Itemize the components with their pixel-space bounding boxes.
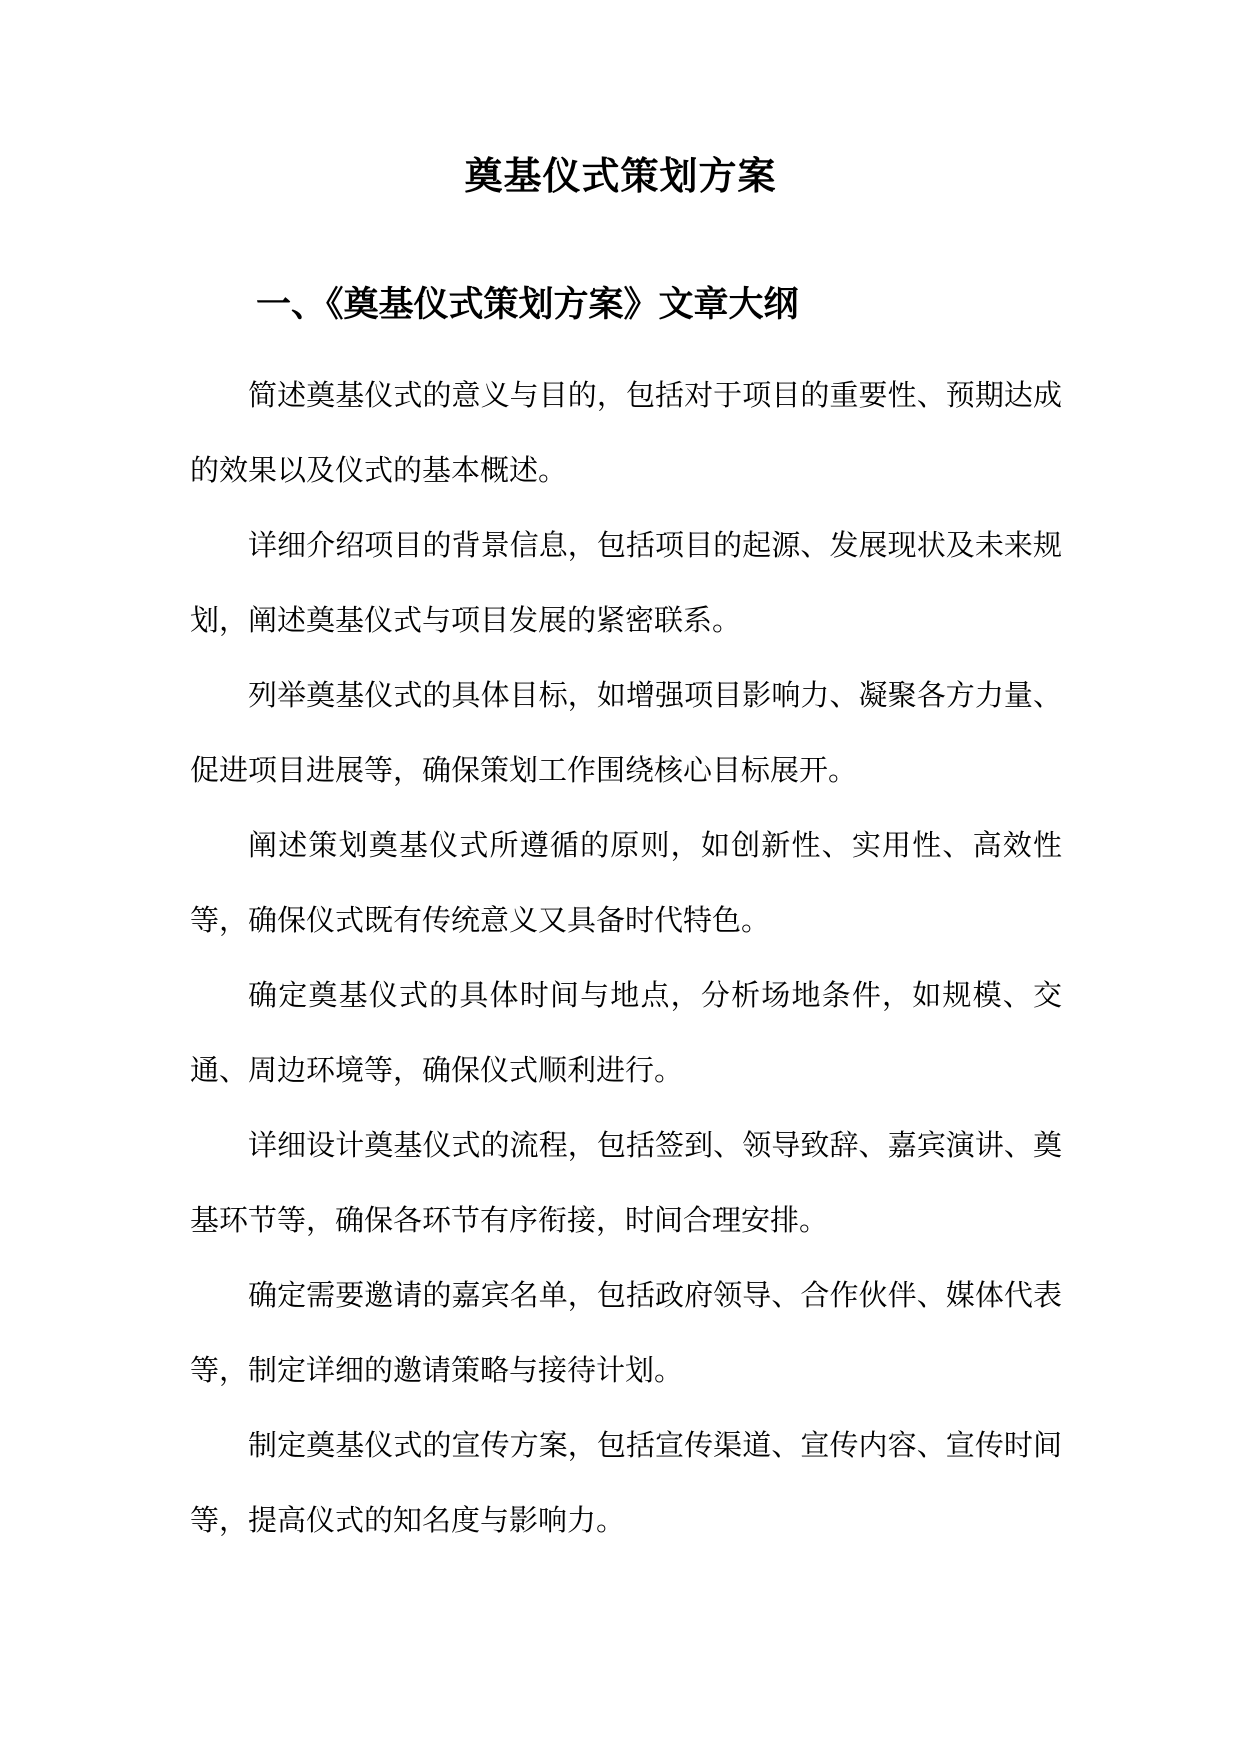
section-heading: 一、《奠基仪式策划方案》文章大纲	[256, 284, 799, 325]
paragraph: 列举奠基仪式的具体目标，如增强项目影响力、凝聚各方力量、促进项目进展等，确保策划工作围绕核心目标展开。	[190, 678, 1062, 787]
paragraph: 制定奠基仪式的宣传方案，包括宣传渠道、宣传内容、宣传时间等，提高仪式的知名度与影响力。	[190, 1428, 1062, 1537]
paragraph: 简述奠基仪式的意义与目的，包括对于项目的重要性、预期达成的效果以及仪式的基本概述。	[190, 378, 1062, 487]
document-title: 奠基仪式策划方案	[464, 153, 777, 198]
paragraph: 详细介绍项目的背景信息，包括项目的起源、发展现状及未来规划，阐述奠基仪式与项目发展的紧密联系。	[190, 528, 1062, 637]
paragraph: 确定需要邀请的嘉宾名单，包括政府领导、合作伙伴、媒体代表等，制定详细的邀请策略与接待计划。	[190, 1278, 1062, 1387]
document-body	[190, 358, 1062, 1558]
paragraph: 确定奠基仪式的具体时间与地点，分析场地条件，如规模、交通、周边环境等，确保仪式顺利进行。	[190, 978, 1062, 1087]
paragraph: 详细设计奠基仪式的流程，包括签到、领导致辞、嘉宾演讲、奠基环节等，确保各环节有序衔接，时间合理安排。	[190, 1128, 1062, 1237]
paragraph: 阐述策划奠基仪式所遵循的原则，如创新性、实用性、高效性等，确保仪式既有传统意义又具备时代特色。	[190, 828, 1062, 937]
